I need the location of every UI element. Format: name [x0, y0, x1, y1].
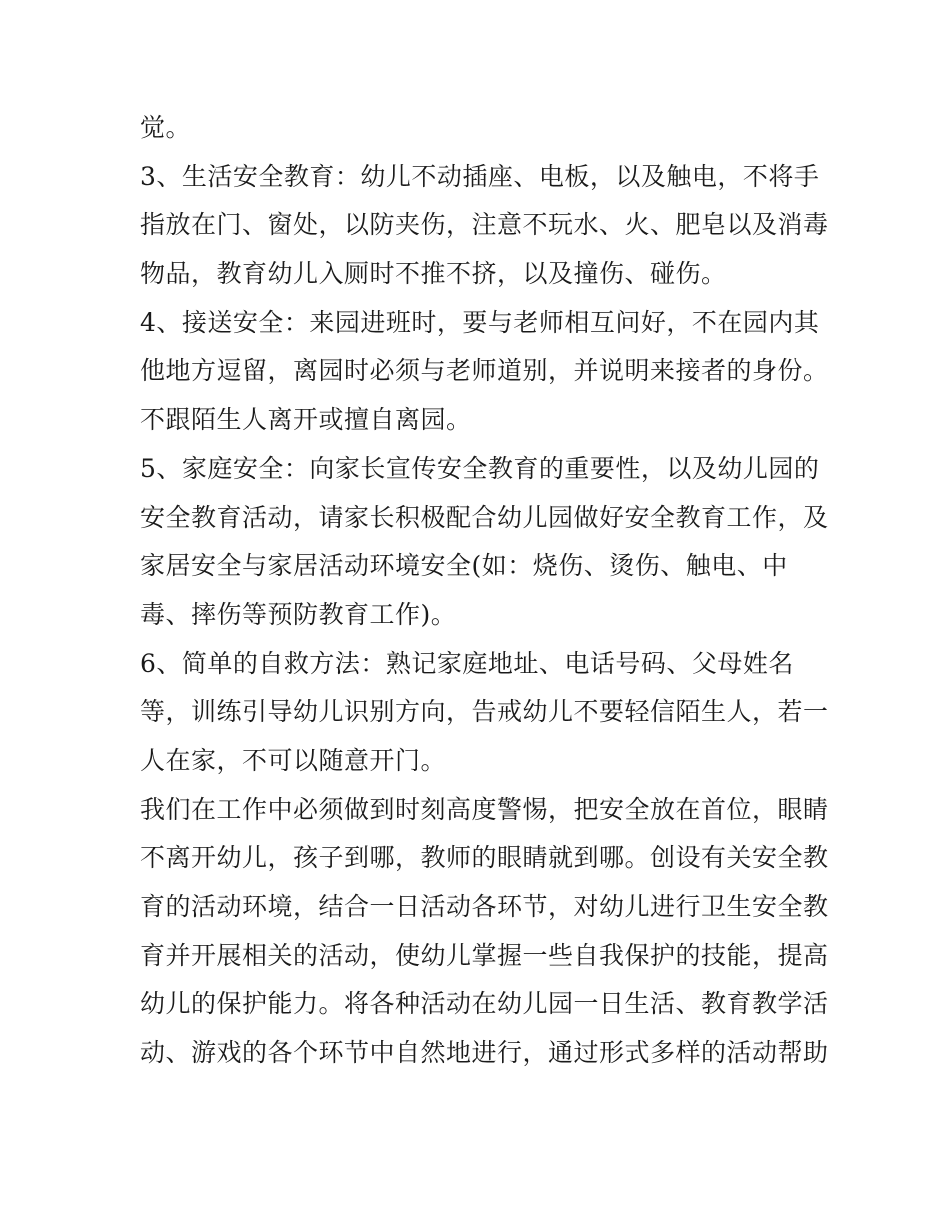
- text-line: 不跟陌生人离开或擅自离园。: [140, 405, 472, 435]
- text-line: 觉。: [140, 113, 192, 142]
- document-body: [140, 104, 829, 1078]
- text-line: 6、简单的自救方法：熟记家庭地址、电话号码、父母姓名: [140, 648, 794, 678]
- text-line: 育并开展相关的活动，使幼儿掌握一些自我保护的技能，提高: [140, 940, 829, 970]
- text-line: 物品，教育幼儿入厕时不推不挤，以及撞伤、碰伤。: [140, 259, 727, 289]
- text-line: 毒、摔伤等预防教育工作)。: [140, 599, 457, 629]
- text-line: 等，训练引导幼儿识别方向，告戒幼儿不要轻信陌生人，若一: [140, 697, 829, 727]
- text-line: 家居安全与家居活动环境安全(如：烧伤、烫伤、触电、中: [140, 551, 788, 581]
- text-line: 3、生活安全教育：幼儿不动插座、电板，以及触电，不将手: [140, 161, 820, 191]
- text-line: 5、家庭安全：向家长宣传安全教育的重要性，以及幼儿园的: [140, 453, 820, 483]
- text-line: 不离开幼儿，孩子到哪，教师的眼睛就到哪。创设有关安全教: [140, 843, 829, 873]
- text-line: 幼儿的保护能力。将各种活动在幼儿园一日生活、教育教学活: [140, 989, 829, 1019]
- text-line: 育的活动环境，结合一日活动各环节，对幼儿进行卫生安全教: [140, 892, 829, 921]
- text-line: 指放在门、窗处，以防夹伤，注意不玩水、火、肥皂以及消毒: [140, 210, 829, 240]
- text-line: 人在家，不可以随意开门。: [140, 745, 447, 775]
- text-line: 我们在工作中必须做到时刻高度警惕，把安全放在首位，眼睛: [140, 794, 829, 824]
- text-line: 他地方逗留，离园时必须与老师道别，并说明来接者的身份。: [140, 356, 829, 386]
- text-line: 安全教育活动，请家长积极配合幼儿园做好安全教育工作，及: [140, 502, 829, 532]
- text-line: 动、游戏的各个环节中自然地进行，通过形式多样的活动帮助: [140, 1038, 829, 1068]
- text-line: 4、接送安全：来园进班时，要与老师相互问好，不在园内其: [140, 307, 820, 337]
